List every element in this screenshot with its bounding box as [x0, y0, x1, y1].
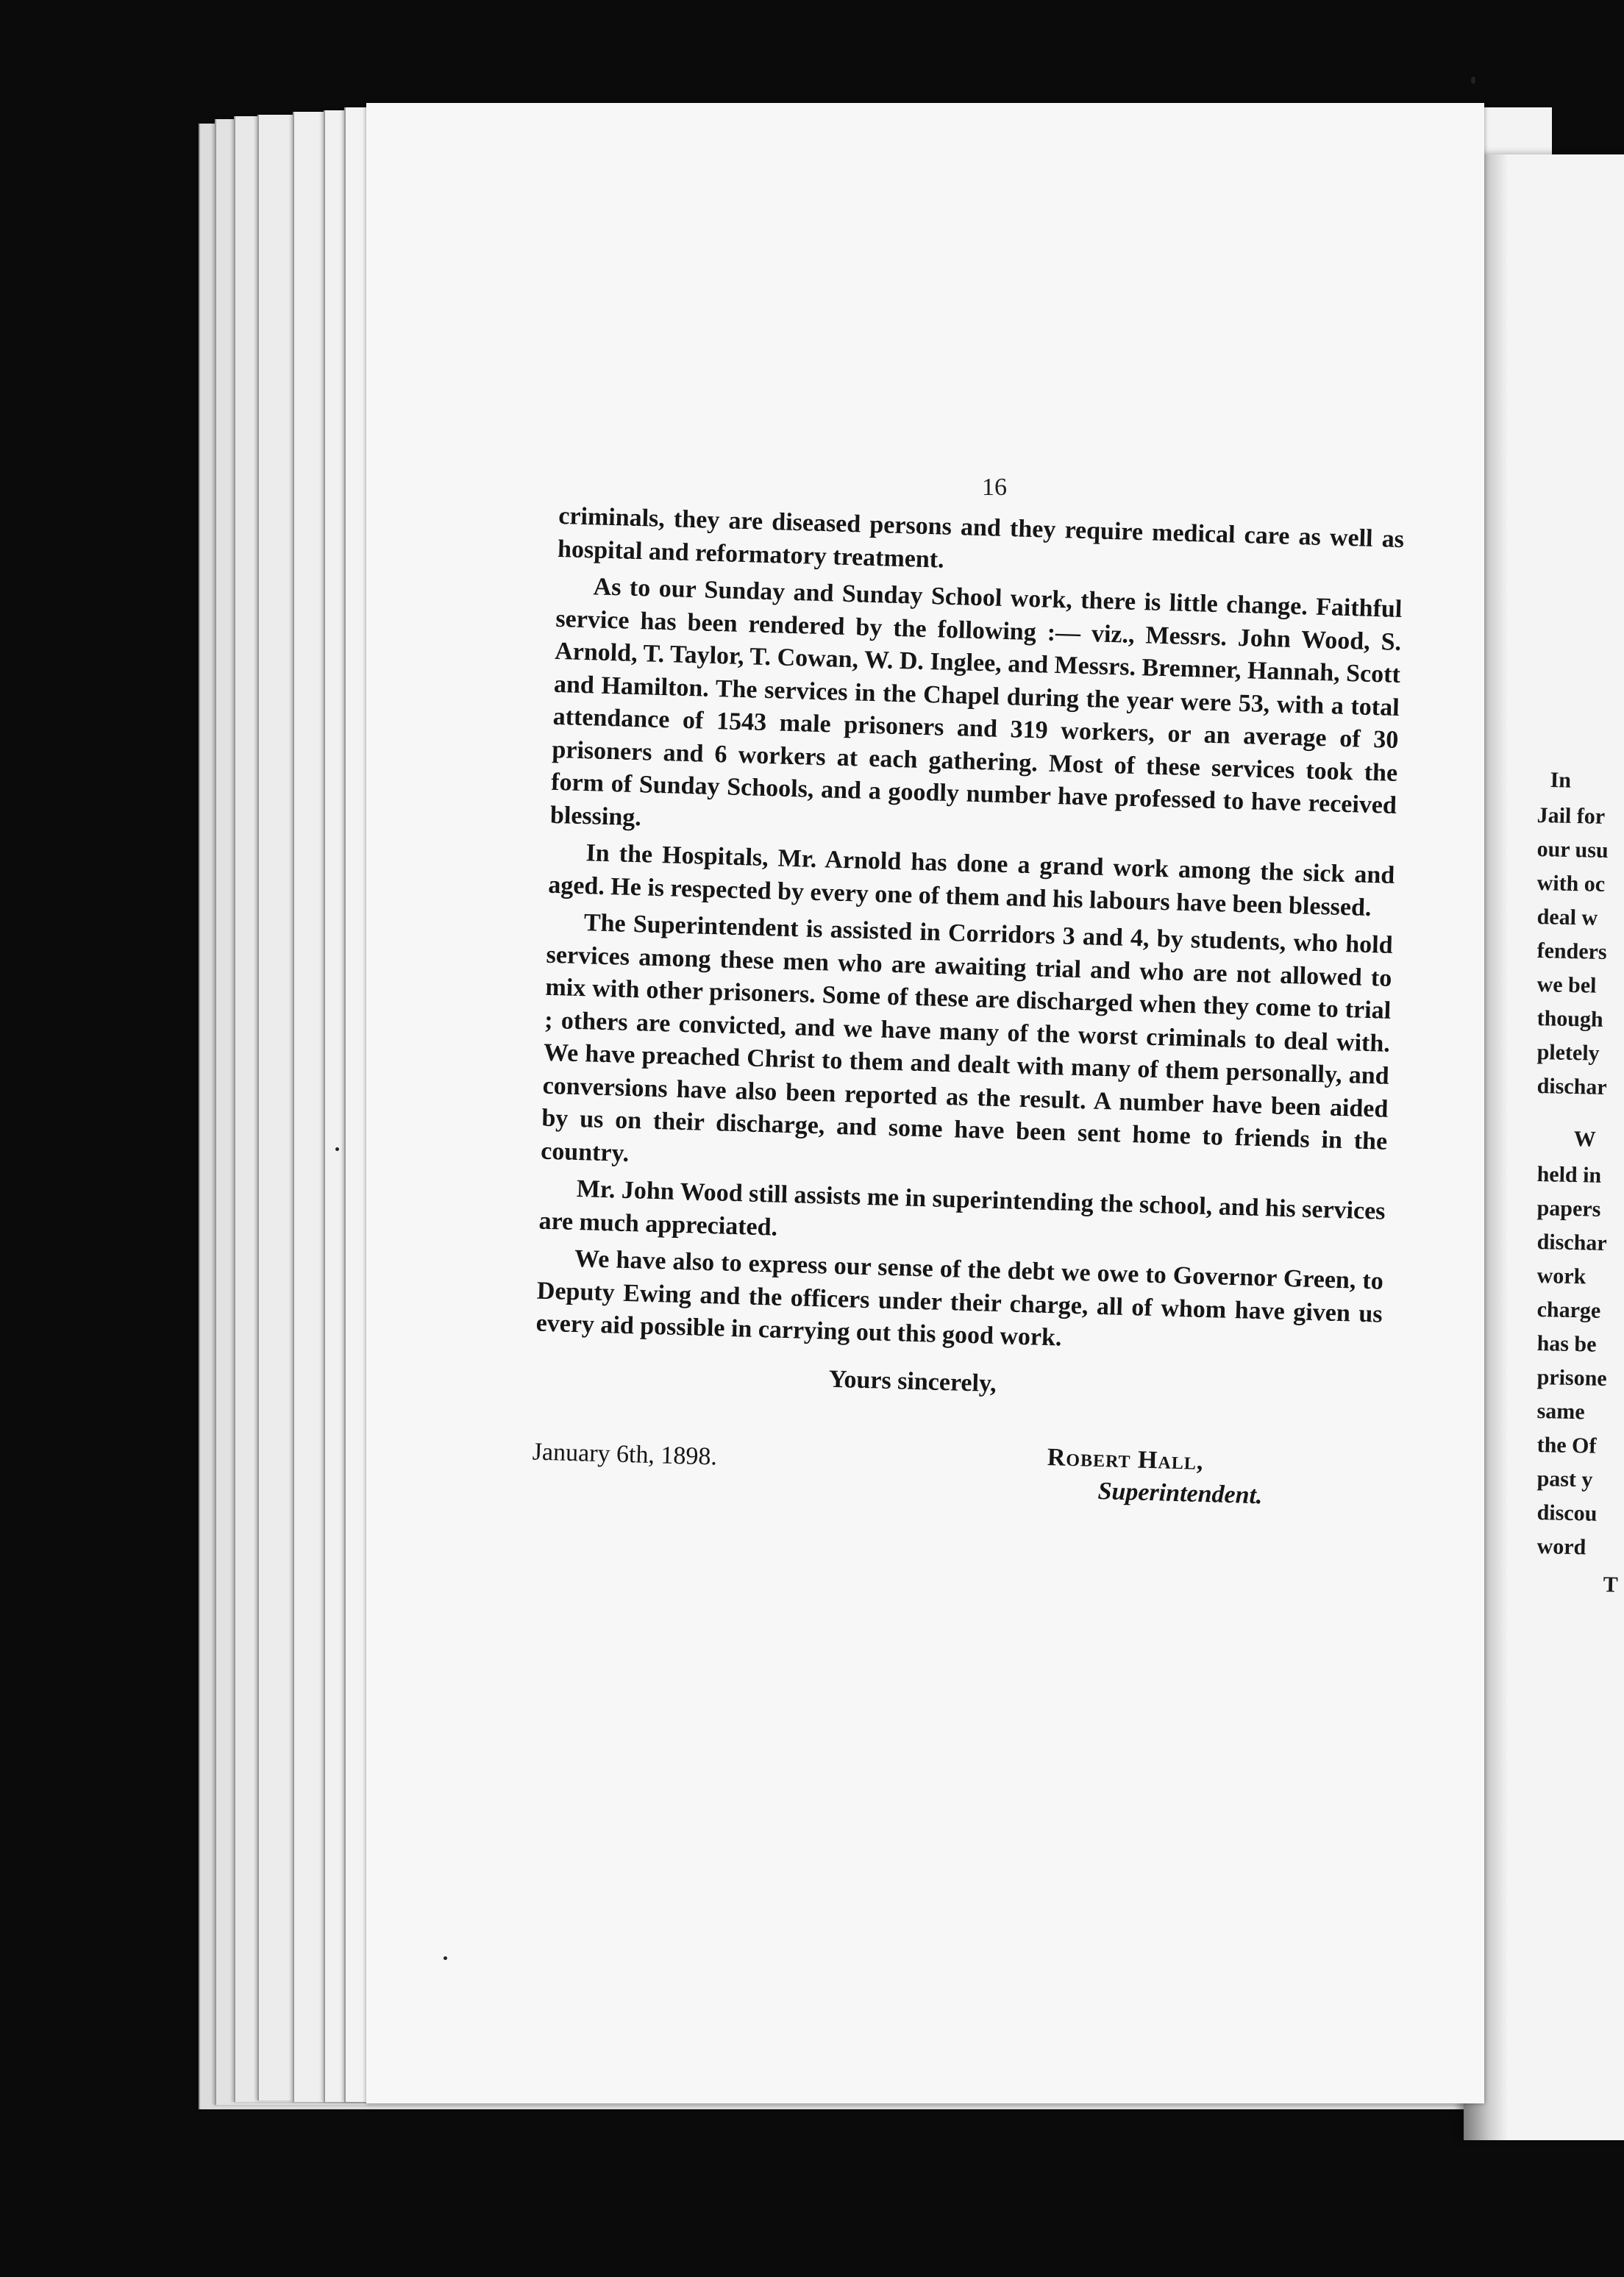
facing-page-line: deal w: [1536, 905, 1598, 930]
facing-page-line: word: [1536, 1534, 1586, 1560]
facing-page-line: dischar: [1536, 1074, 1607, 1100]
paragraph: In the Hospitals, Mr. Arnold has done a grand work among the sick and aged. He is respected by every one of them and his labours have been blessed.: [547, 839, 1395, 922]
signature-name: Robert Hall,: [1047, 1443, 1204, 1475]
scan-speck: [444, 1956, 447, 1960]
facing-page-line: we bel: [1536, 972, 1597, 998]
page-number: 16: [982, 474, 1007, 501]
facing-page-line: past y: [1536, 1467, 1593, 1492]
scan-speck: [335, 1147, 339, 1151]
letter-date: January 6th, 1898.: [532, 1438, 718, 1471]
facing-page-line: prisone: [1536, 1365, 1607, 1391]
paragraph: Mr. John Wood still assists me in superintending the school, and his services are much appreciated.: [538, 1175, 1386, 1241]
facing-page-line: work: [1536, 1264, 1586, 1289]
facing-page-line: W: [1573, 1127, 1596, 1152]
facing-page-line: dischar: [1536, 1230, 1607, 1255]
facing-page-line: Jail for: [1536, 803, 1606, 829]
paragraph: The Superintendent is assisted in Corridors 3 and 4, by students, who hold services among these men who are awaiting trial and who are not allowed to mix with other prisoners. Some of these are discharged when they come to trial ; others are convicted, and we have many of the worst criminals to deal with. We have preached Christ to them and dealt with many of them personally, and conversions have also been reported as the result. A number have been aided by us on their discharge, and some have been sent home to friends in the country.: [540, 909, 1394, 1167]
facing-page-line: T: [1603, 1572, 1619, 1597]
facing-page-line: papers: [1536, 1196, 1601, 1222]
facing-page-line: has be: [1536, 1331, 1597, 1357]
letter-closing: [531, 1355, 1381, 1525]
page-body: [531, 500, 1405, 1525]
facing-page-line: charge: [1536, 1297, 1601, 1323]
facing-page-line: fenders: [1536, 938, 1607, 964]
facing-page-line: held in: [1536, 1162, 1602, 1188]
paragraph: As to our Sunday and Sunday School work, there is little change. Faithful service has been rendered by the following :— viz., Messrs. John Wood, S. Arnold, T. Taylor, T. Cowan, W. D. Inglee, and Messrs. Bremner, Hannah, Scott and Hamilton. The services in the Chapel during the year were 53, with a total attendance of 1543 male prisoners and 319 workers, or an average of 30 prisoners and 6 workers at each gathering. Most of these services took the form of Sunday Schools, and a goodly number have professed to have received blessing.: [549, 573, 1403, 831]
facing-page-line: In: [1550, 768, 1572, 793]
signature-title: Superintendent.: [1097, 1477, 1263, 1509]
salutation: Yours sincerely,: [828, 1365, 997, 1397]
scan-speck: [1471, 76, 1475, 84]
facing-page-line: same: [1536, 1399, 1585, 1425]
paragraph: criminals, they are diseased persons and they require medical care as well as hospital and reformatory treatment.: [557, 502, 1405, 574]
paragraph: We have also to express our sense of the debt we owe to Governor Green, to Deputy Ewing and the officers under their charge, all of whom have given us every aid possible in carrying out this good work.: [535, 1245, 1384, 1352]
facing-page-line: with oc: [1536, 871, 1606, 897]
facing-page-line: pletely: [1536, 1040, 1600, 1066]
facing-page-line: discou: [1536, 1500, 1598, 1526]
facing-page: [1464, 154, 1624, 2140]
facing-page-line: our usu: [1536, 837, 1609, 863]
facing-page-line: though: [1536, 1006, 1604, 1032]
facing-page-line: the Of: [1536, 1433, 1597, 1458]
